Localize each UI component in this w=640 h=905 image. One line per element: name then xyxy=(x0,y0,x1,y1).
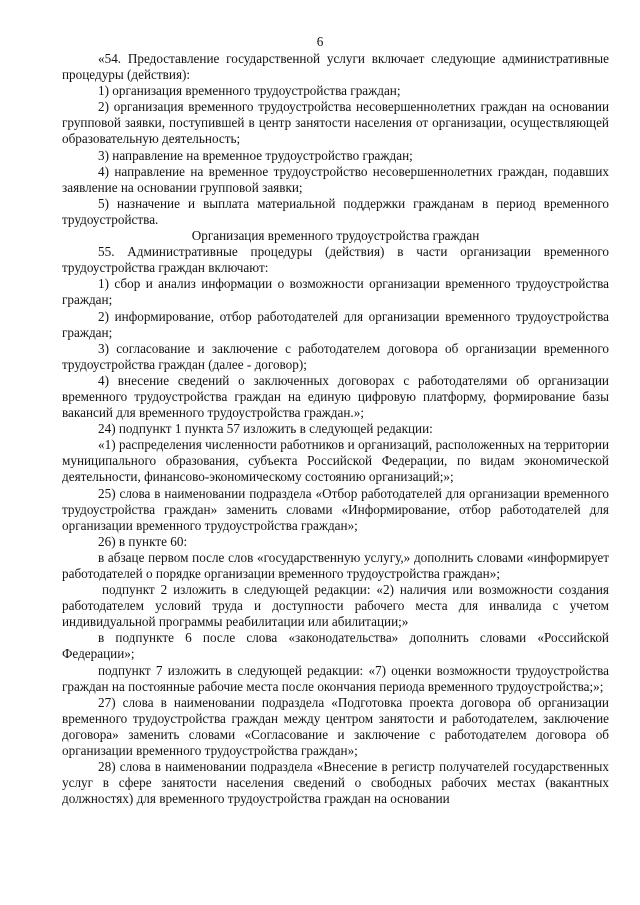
amendment-item: 27) слова в наименовании подраздела «Подготовка проекта договора об организации временного трудоустройства граждан между центром занятости и работодателем, заключение договора» заменить словами «Согласование и заключение с работодателем договора об организации временного трудоустройства граждан»; xyxy=(62,694,609,759)
list-item: 1) организация временного трудоустройства граждан; xyxy=(98,83,401,99)
document-body xyxy=(62,51,609,807)
list-item: 2) организация временного трудоустройства несовершеннолетних граждан на основании групповой заявки, поступившей в центр занятости населения от организации, осуществляющей образовательную деятельность; xyxy=(62,99,609,147)
list-item: 5) назначение и выплата материальной поддержки гражданам в период временного трудоустройства. xyxy=(62,195,609,227)
list-item: 3) согласование и заключение с работодателем договора об организации временного трудоустройства граждан (далее ‑ договор); xyxy=(62,340,609,372)
list-item: 4) направление на временное трудоустройство несовершеннолетних граждан, подавших заявление на основании групповой заявки; xyxy=(62,163,609,195)
amendment-text: в подпункте 6 после слова «законодательства» дополнить словами «Российской Федерации»; xyxy=(62,630,609,662)
amendment-text: «1) распределения численности работников и организаций, расположенных на территории муниципального образования, субъекта Российской Федерации, по видам экономической деятельности, финансово-экономическому состоянию организаций;»; xyxy=(62,437,609,485)
amendment-item: 25) слова в наименовании подраздела «Отбор работодателей для организации временного трудоустройства граждан» заменить словами «Информирование, отбор работодателей для организации временного трудоустройства граждан»; xyxy=(62,485,609,533)
page-number: 6 xyxy=(316,34,324,49)
list-item: 3) направление на временное трудоустройство граждан; xyxy=(98,147,413,163)
section-heading: Организация временного трудоустройства граждан xyxy=(191,228,480,244)
amendment-text: в абзаце первом после слов «государственную услугу,» дополнить словами «информирует работодателей о порядке организации временного трудоустройства граждан»; xyxy=(62,549,609,581)
list-item: 2) информирование, отбор работодателей для организации временного трудоустройства граждан; xyxy=(62,308,609,340)
amendment-item: 24) подпункт 1 пункта 57 изложить в следующей редакции: xyxy=(98,421,433,437)
list-item: 1) сбор и анализ информации о возможности организации временного трудоустройства граждан; xyxy=(62,276,609,308)
amendment-text: подпункт 7 изложить в следующей редакции: «7) оценки возможности трудоустройства граждан на постоянные рабочие места после окончания периода временного трудоустройства;»; xyxy=(62,662,609,694)
amendment-item: 26) в пункте 60: xyxy=(98,533,188,549)
paragraph-item-55-intro: 55. Административные процедуры (действия) в части организации временного трудоустройства граждан включают: xyxy=(62,244,609,276)
amendment-item: 28) слова в наименовании подраздела «Внесение в регистр получателей государственных услуг в сфере занятости населения сведений о свободных рабочих местах (вакантных должностях) для временного трудоустройства граждан на основании xyxy=(62,759,609,807)
amendment-text: подпункт 2 изложить в следующей редакции: «2) наличия или возможности создания работодателем условий труда и доступности рабочего места для инвалида с учетом индивидуальной программы реабилитации или абилитации;» xyxy=(62,582,609,630)
paragraph-item-54-intro: «54. Предоставление государственной услуги включает следующие административные процедуры (действия): xyxy=(62,51,609,83)
list-item: 4) внесение сведений о заключенных договорах с работодателями об организации временного трудоустройства граждан на единую цифровую платформу, формирование базы вакансий для временного трудоустройства граждан.»; xyxy=(62,372,609,421)
